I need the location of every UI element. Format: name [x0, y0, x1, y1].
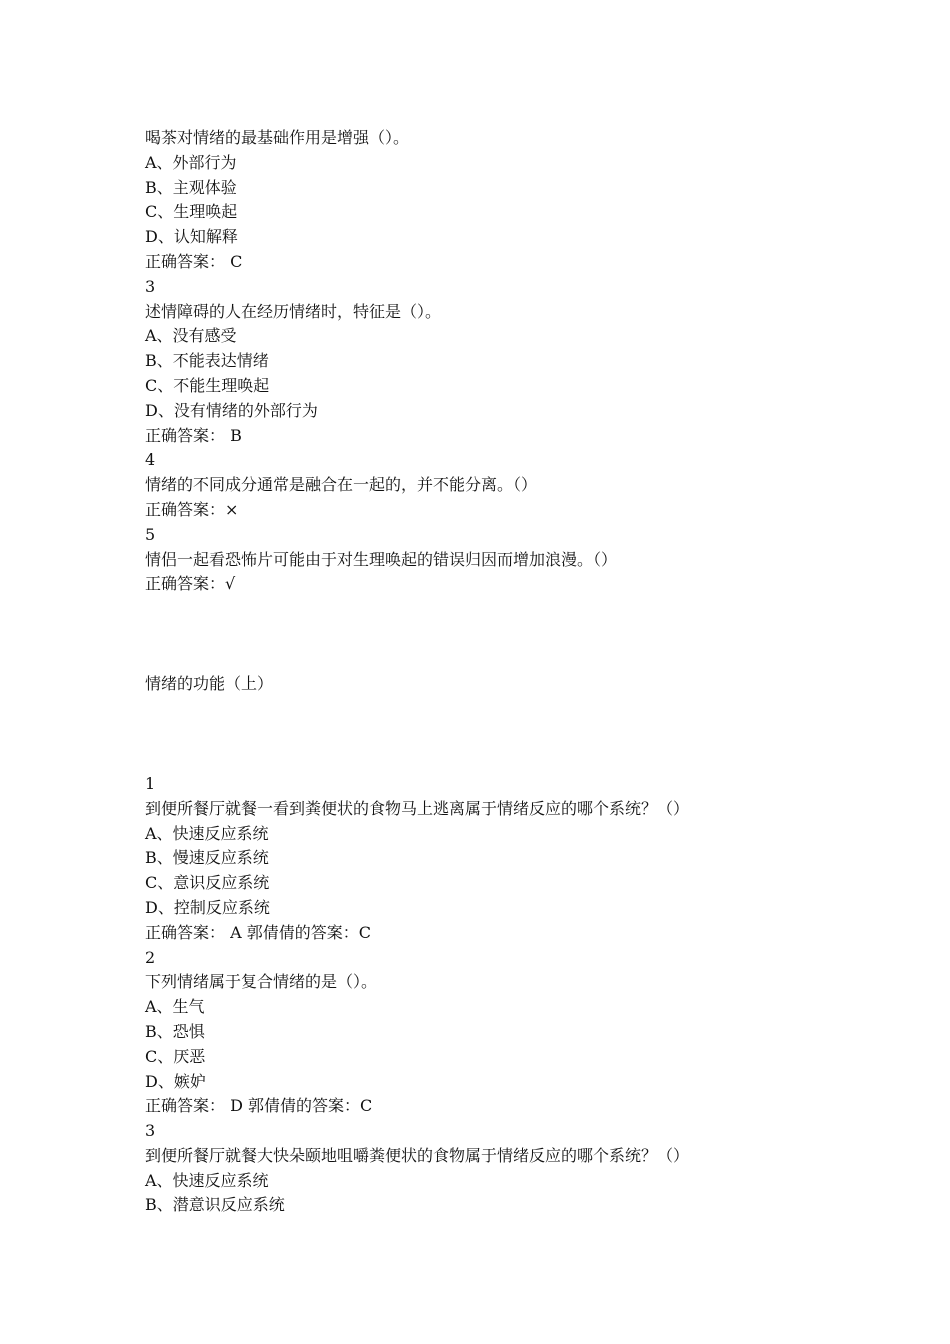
option-b: B、恐惧	[145, 1021, 205, 1041]
question-text: 喝茶对情绪的最基础作用是增强（）。	[145, 128, 410, 147]
option-b: B、主观体验	[145, 177, 237, 197]
question-number: 4	[145, 450, 156, 470]
answer-text: 正确答案： D 郭倩倩的答案：C	[145, 1096, 373, 1116]
answer-text: 正确答案：×	[145, 499, 239, 519]
spacer	[145, 697, 845, 772]
document-page	[145, 126, 845, 1218]
answer-text: 正确答案： B	[145, 425, 242, 445]
option-c: C、厌恶	[145, 1046, 206, 1066]
question-number: 2	[145, 947, 156, 967]
option-c: C、生理唤起	[145, 202, 238, 222]
question-number: 1	[145, 773, 156, 793]
option-a: A、生气	[145, 997, 205, 1017]
option-b: B、潜意识反应系统	[145, 1195, 285, 1215]
section-title: 情绪的功能（上）	[145, 674, 274, 694]
option-b: B、慢速反应系统	[145, 848, 269, 868]
option-d: D、嫉妒	[145, 1071, 206, 1091]
option-b: B、不能表达情绪	[145, 351, 269, 371]
question-text: 情绪的不同成分通常是融合在一起的，并不能分离。（）	[145, 475, 538, 495]
option-a: A、没有感受	[145, 326, 237, 346]
option-d: D、控制反应系统	[145, 897, 270, 917]
option-a: A、快速反应系统	[145, 823, 269, 843]
answer-text: 正确答案：√	[145, 574, 236, 594]
question-number: 3	[145, 1121, 156, 1141]
question-number: 5	[145, 524, 156, 544]
question-text: 下列情绪属于复合情绪的是（）。	[145, 972, 378, 992]
option-a: A、外部行为	[145, 152, 237, 172]
option-c: C、不能生理唤起	[145, 375, 270, 395]
option-d: D、认知解释	[145, 227, 238, 247]
answer-text: 正确答案： A 郭倩倩的答案：C	[145, 922, 371, 942]
question-text: 述情障碍的人在经历情绪时，特征是（）。	[145, 301, 442, 321]
answer-text: 正确答案： C	[145, 251, 243, 271]
question-text: 情侣一起看恐怖片可能由于对生理唤起的错误归因而增加浪漫。（）	[145, 549, 618, 569]
question-text: 到便所餐厅就餐大快朵颐地咀嚼粪便状的食物属于情绪反应的哪个系统？（）	[145, 1145, 690, 1165]
option-c: C、意识反应系统	[145, 873, 270, 893]
question-number: 3	[145, 276, 156, 296]
option-a: A、快速反应系统	[145, 1170, 269, 1190]
question-text: 到便所餐厅就餐一看到粪便状的食物马上逃离属于情绪反应的哪个系统？（）	[145, 798, 690, 818]
option-d: D、没有情绪的外部行为	[145, 400, 318, 420]
